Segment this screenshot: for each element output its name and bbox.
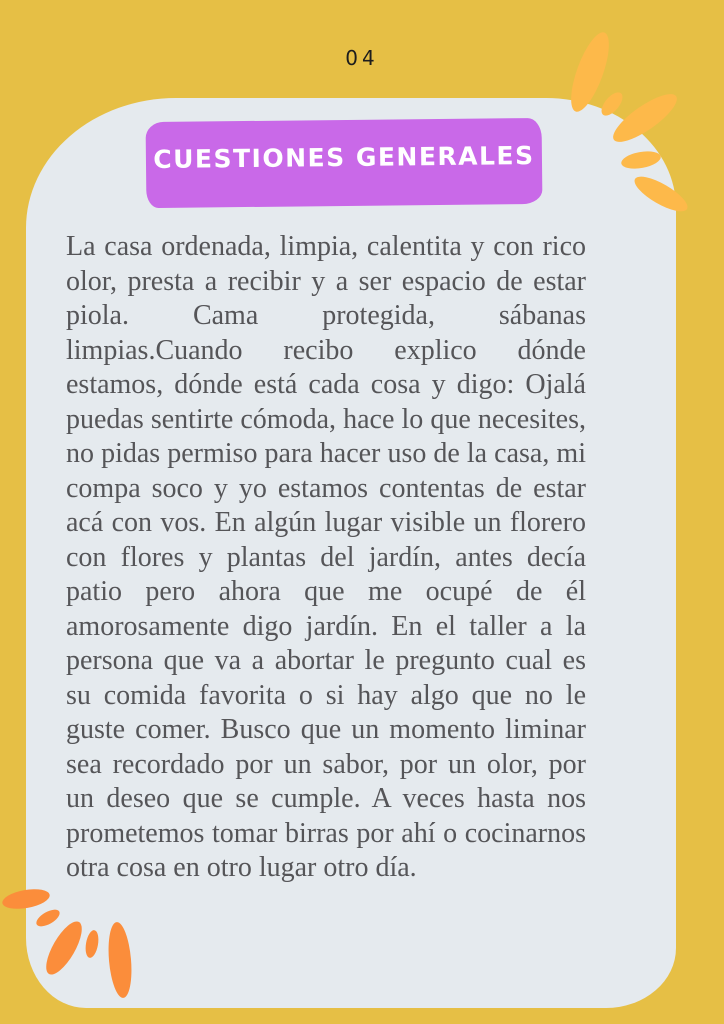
section-title-banner	[146, 118, 543, 208]
section-title: CUESTIONES GENERALES	[153, 140, 535, 174]
body-paragraph: La casa ordenada, limpia, calentita y con rico olor, presta a recibir y a ser espacio de estar piola. Cama protegida, sábanas limpias.Cuando recibo explico dónde estamos, dónde está cada cosa y digo: Ojalá puedas sentirte cómoda, hace lo que necesites, no pidas permiso para hacer uso de la casa, mi compa soco y yo estamos contentas de estar acá con vos. En algún lugar visible un florero con flores y plantas del jardín, antes decía patio pero ahora que me ocupé de él amorosamente digo jardín. En el taller a la persona que va a abortar le pregunto cual es su comida favorita o si hay algo que no le guste comer. Busco que un momento liminar sea recordado por un sabor, por un olor, por un deseo que se cumple. A veces hasta nos prometemos tomar birras por ahí o cocinarnos otra cosa en otro lugar otro día.	[66, 231, 586, 883]
page-number: 04	[345, 46, 379, 70]
